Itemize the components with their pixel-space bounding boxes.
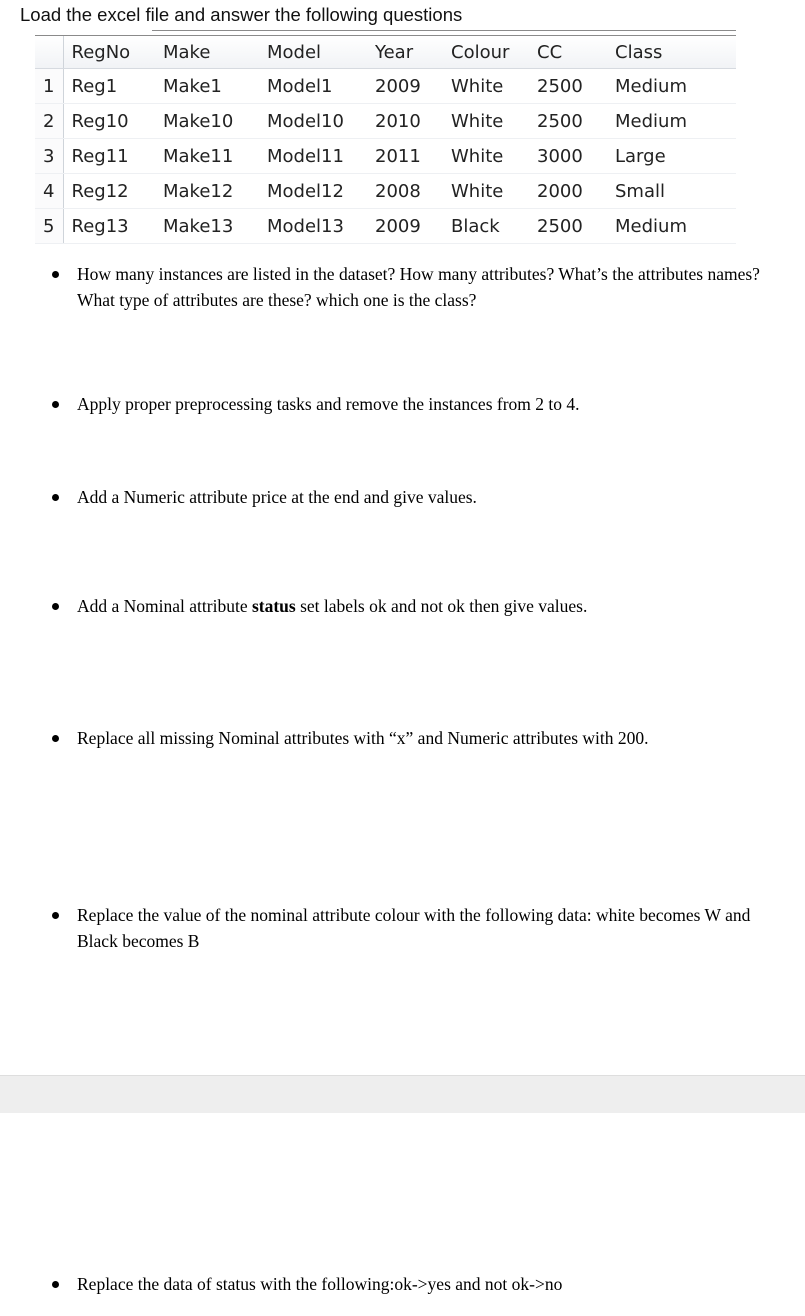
table-cell: 2009 (367, 69, 443, 104)
table-cell: 2009 (367, 209, 443, 244)
table-cell: Reg11 (63, 139, 155, 174)
row-number: 5 (35, 209, 63, 244)
table-cell: Make13 (155, 209, 259, 244)
table-cell: White (443, 69, 529, 104)
row-number: 3 (35, 139, 63, 174)
page-break (0, 1075, 805, 1113)
bullet-icon (52, 912, 59, 919)
question-text: How many instances are listed in the dataset? How many attributes? What’s the attributes names? What type of attributes are these? which one is the class? (77, 264, 760, 310)
table-cell: Model10 (259, 104, 367, 139)
bullet-icon (52, 603, 59, 610)
row-number: 4 (35, 174, 63, 209)
table-cell: Reg10 (63, 104, 155, 139)
row-number-header (35, 36, 63, 69)
question-text: Add a Nominal attribute status set labels ok and not ok then give values. (77, 596, 588, 616)
heading-underline (152, 30, 736, 31)
table-row (35, 209, 736, 244)
table-cell: Reg13 (63, 209, 155, 244)
row-number: 1 (35, 69, 63, 104)
column-header: Class (607, 36, 736, 69)
table-cell: 2500 (529, 104, 607, 139)
status-keyword: status (251, 596, 296, 616)
column-header: RegNo (63, 36, 155, 69)
table-cell: Make12 (155, 174, 259, 209)
table-cell: Large (607, 139, 736, 174)
question-text: Replace the value of the nominal attribute colour with the following data: white becomes W and Black becomes B (77, 905, 751, 951)
table-cell: 2500 (529, 209, 607, 244)
table-cell: Medium (607, 209, 736, 244)
table-cell: Medium (607, 69, 736, 104)
document-heading: Load the excel file and answer the following questions (20, 4, 463, 25)
table-cell: Make10 (155, 104, 259, 139)
table-header-row (35, 36, 736, 69)
table-cell: 2008 (367, 174, 443, 209)
table-cell: Model13 (259, 209, 367, 244)
table-cell: White (443, 104, 529, 139)
table-cell: White (443, 139, 529, 174)
table-cell: 2011 (367, 139, 443, 174)
bullet-icon (52, 494, 59, 501)
table-cell: Reg1 (63, 69, 155, 104)
bullet-icon (52, 271, 59, 278)
table-cell: Medium (607, 104, 736, 139)
table-row (35, 69, 736, 104)
table-cell: Make11 (155, 139, 259, 174)
table-cell: White (443, 174, 529, 209)
table-cell: Reg12 (63, 174, 155, 209)
column-header: Colour (443, 36, 529, 69)
table-cell: Model11 (259, 139, 367, 174)
table-cell: 2500 (529, 69, 607, 104)
column-header: Year (367, 36, 443, 69)
table-row (35, 139, 736, 174)
table-cell: Small (607, 174, 736, 209)
question-text: Replace all missing Nominal attributes with “x” and Numeric attributes with 200. (77, 728, 649, 748)
column-header: CC (529, 36, 607, 69)
table-row (35, 104, 736, 139)
table-row (35, 174, 736, 209)
bullet-icon (52, 1281, 59, 1288)
question-text: Add a Numeric attribute price at the end and give values. (77, 487, 477, 507)
data-table (35, 36, 736, 244)
bullet-icon (52, 401, 59, 408)
table-cell: 2000 (529, 174, 607, 209)
column-header: Make (155, 36, 259, 69)
table-cell: Model1 (259, 69, 367, 104)
table-cell: Make1 (155, 69, 259, 104)
table-cell: 2010 (367, 104, 443, 139)
bullet-icon (52, 735, 59, 742)
question-text: Replace the data of status with the following:ok->yes and not ok->no (77, 1274, 563, 1294)
table-cell: Black (443, 209, 529, 244)
table-cell: Model12 (259, 174, 367, 209)
question-text: Apply proper preprocessing tasks and remove the instances from 2 to 4. (77, 394, 580, 414)
column-header: Model (259, 36, 367, 69)
row-number: 2 (35, 104, 63, 139)
table-cell: 3000 (529, 139, 607, 174)
